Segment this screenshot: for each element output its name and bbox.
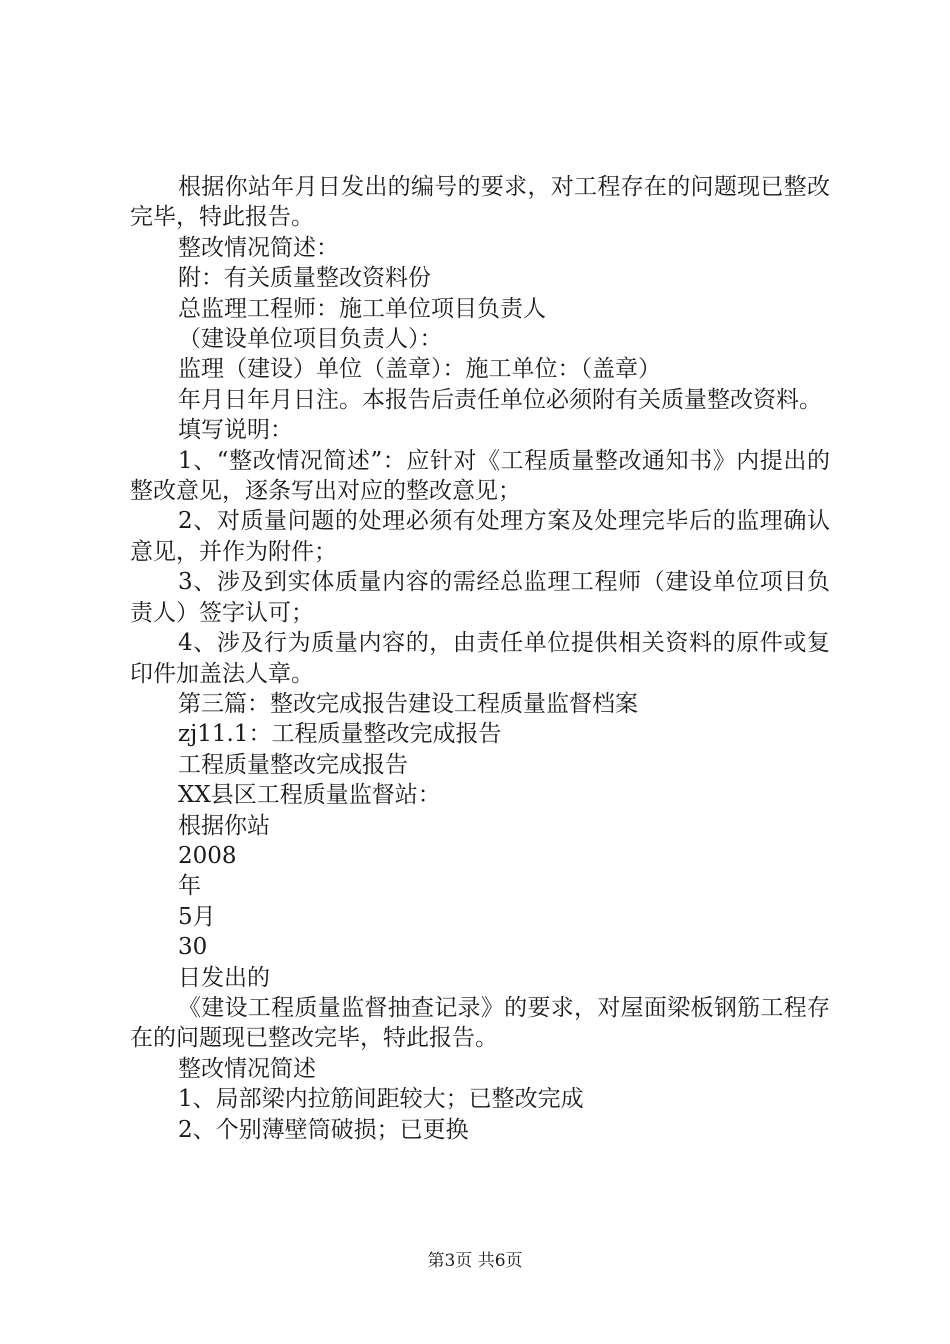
paragraph: 年月日年月日注。本报告后责任单位必须附有关质量整改资料。 bbox=[178, 386, 822, 413]
paragraph: 年 bbox=[178, 873, 201, 900]
paragraph: 5月 bbox=[178, 903, 216, 930]
paragraph: 工程质量整改完成报告 bbox=[178, 751, 408, 778]
paragraph: 2、个别薄壁筒破损；已更换 bbox=[178, 1116, 469, 1143]
page-indicator: 第3页 共6页 bbox=[427, 1251, 523, 1271]
paragraph: 30 bbox=[178, 934, 208, 961]
paragraph: 《建设工程质量监督抽查记录》的要求，对屋面梁板钢筋工程存在的问题现已整改完毕，特此报告。 bbox=[130, 994, 830, 1052]
paragraph: 3、涉及到实体质量内容的需经总监理工程师（建设单位项目负责人）签字认可； bbox=[130, 569, 830, 626]
paragraph: 填写说明： bbox=[178, 417, 293, 444]
paragraph: 根据你站 bbox=[178, 812, 270, 839]
document-body bbox=[130, 172, 830, 1145]
paragraph: XX县区工程质量监督站： bbox=[178, 782, 441, 809]
paragraph: 4、涉及行为质量内容的，由责任单位提供相关资料的原件或复印件加盖法人章。 bbox=[130, 630, 830, 687]
paragraph: 附：有关质量整改资料份 bbox=[178, 265, 431, 292]
paragraph: 监理（建设）单位（盖章）：施工单位：（盖章） bbox=[178, 356, 661, 383]
paragraph: 2008 bbox=[178, 842, 237, 869]
paragraph: 1、局部梁内拉筋间距较大；已整改完成 bbox=[178, 1086, 584, 1113]
page-footer bbox=[0, 1246, 950, 1271]
paragraph: 总监理工程师：施工单位项目负责人 bbox=[178, 295, 546, 322]
paragraph: 2、对质量问题的处理必须有处理方案及处理完毕后的监理确认意见，并作为附件； bbox=[130, 508, 830, 565]
section-heading: 第三篇：整改完成报告建设工程质量监督档案 bbox=[178, 690, 638, 717]
paragraph: 日发出的 bbox=[178, 964, 270, 991]
paragraph: （建设单位项目负责人）： bbox=[178, 326, 443, 353]
paragraph: 整改情况简述： bbox=[178, 234, 339, 261]
paragraph: 根据你站年月日发出的编号的要求，对工程存在的问题现已整改完毕，特此报告。 bbox=[130, 174, 830, 231]
paragraph: 1、“整改情况简述”：应针对《工程质量整改通知书》内提出的整改意见，逐条写出对应的整改意见； bbox=[130, 447, 830, 505]
paragraph: 整改情况简述 bbox=[178, 1055, 316, 1082]
paragraph: zj11.1：工程质量整改完成报告 bbox=[178, 721, 502, 748]
